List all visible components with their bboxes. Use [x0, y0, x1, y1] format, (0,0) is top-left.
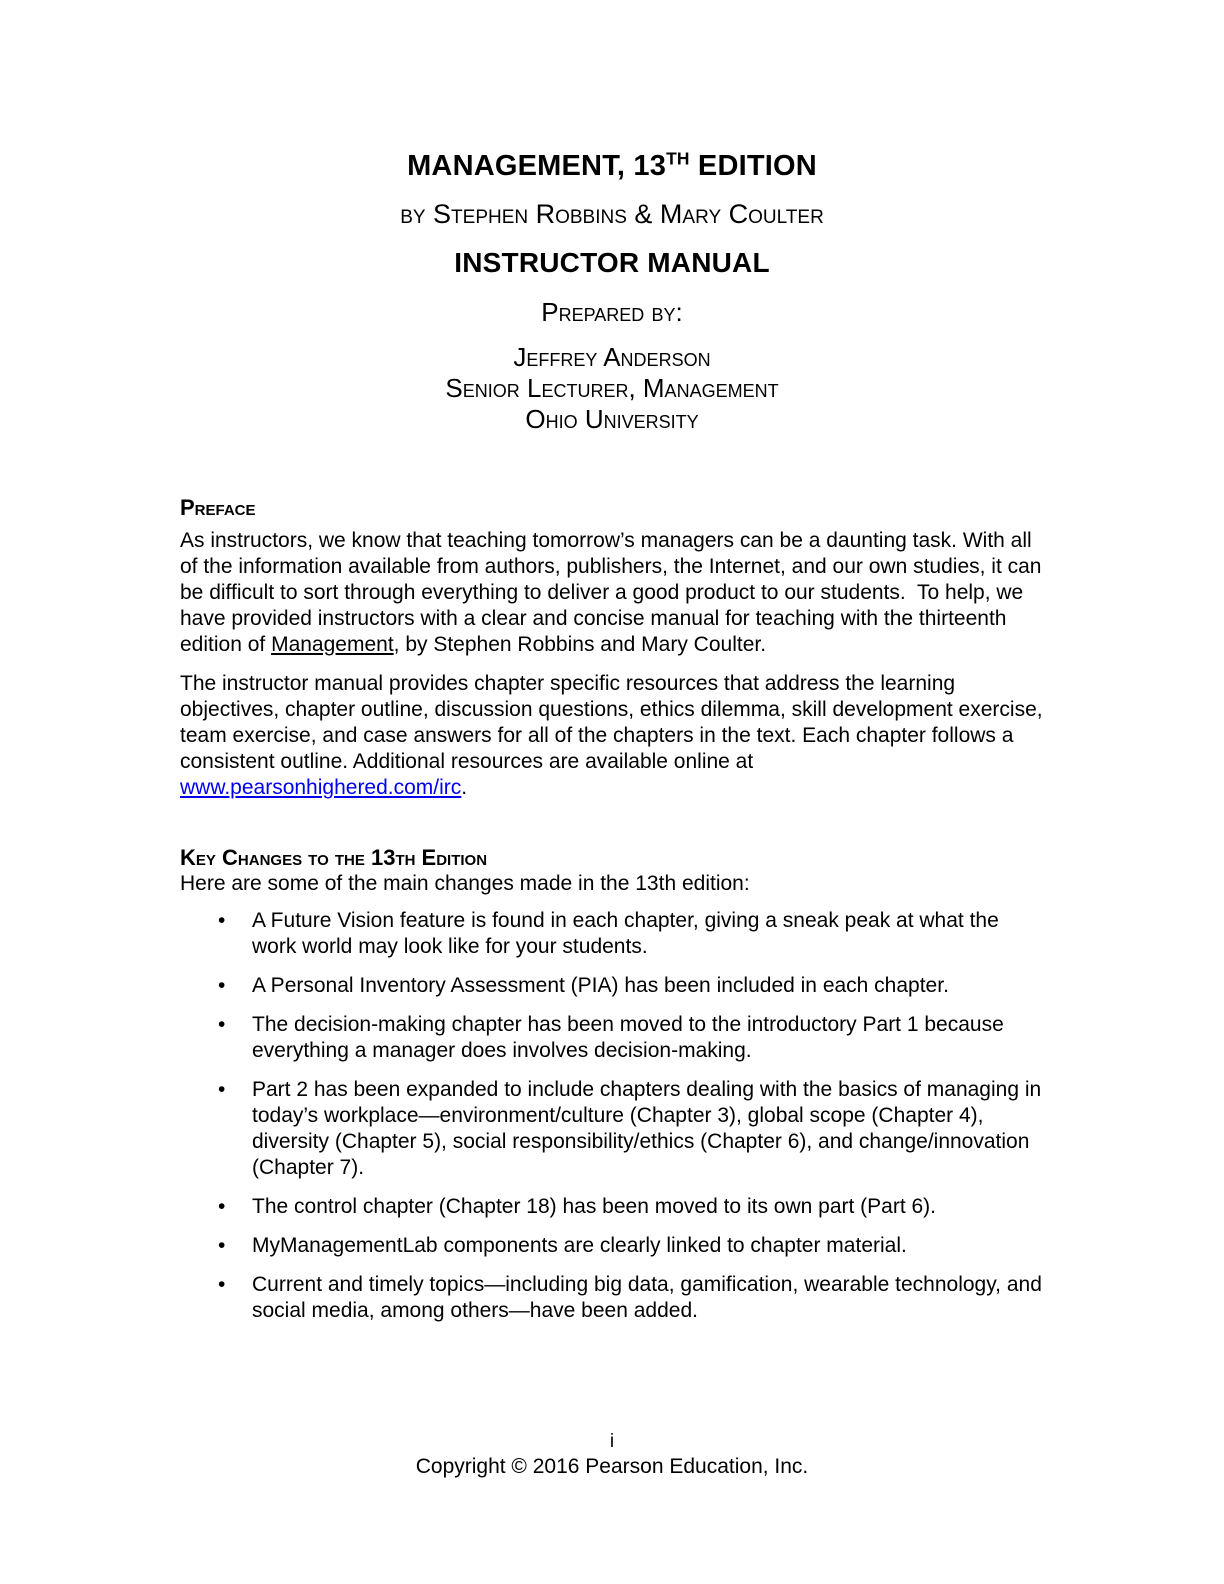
document-title [180, 150, 1044, 183]
list-item: • The control chapter (Chapter 18) has been moved to its own part (Part 6). [180, 1194, 1044, 1220]
document-title-text: MANAGEMENT, 13 [407, 150, 667, 182]
list-item: • A Personal Inventory Assessment (PIA) has been included in each chapter. [180, 973, 1044, 999]
author-university: Ohio University [525, 404, 699, 434]
list-item: • Current and timely topics—including big data, gamification, wearable technology, and social media, among others—have been added. [180, 1272, 1044, 1324]
prepared-by-label: Prepared by: [541, 297, 683, 327]
copyright-line: Copyright © 2016 Pearson Education, Inc. [415, 1455, 809, 1478]
title-block [180, 150, 1044, 435]
list-item: • MyManagementLab components are clearly linked to chapter material. [180, 1233, 1044, 1259]
list-item: • A Future Vision feature is found in each chapter, giving a sneak peak at what the work world may look like for your students. [180, 908, 1044, 960]
author-block [180, 342, 1044, 435]
author-title: Senior Lecturer, Management [445, 373, 779, 403]
preface-p1-text: As instructors, we know that teaching tomorrow’s managers can be a daunting task. With all of the information available from authors, publishers, the Internet, and our own studies, it can be difficult to sort through everything to deliver a good product to our students. To help, we have provided instructors with a clear and concise manual for teaching with the thirteenth edition of [180, 529, 1042, 656]
key-changes-list [180, 908, 1044, 1324]
document-title-superscript: TH [666, 148, 690, 169]
key-changes-intro: Here are some of the main changes made in the 13th edition: [180, 872, 750, 895]
subtitle-instructor-manual: INSTRUCTOR MANUAL [454, 247, 770, 278]
book-title-underlined: Management [271, 633, 394, 656]
preface-heading: Preface [180, 495, 256, 520]
list-item: • Part 2 has been expanded to include chapters dealing with the basics of managing in today’s workplace—environment/culture (Chapter 3), global scope (Chapter 4), diversity (Chapter 5), social responsibility/ethics (Chapter 6), and change/innovation (Chapter 7). [180, 1077, 1044, 1181]
preface-paragraph-2 [180, 671, 1044, 801]
preface-p2-text: The instructor manual provides chapter specific resources that address the learning objectives, chapter outline, discussion questions, ethics dilemma, skill development exercise, team exercise, and case answers for all of the chapters in the text. Each chapter follows a consistent outline. Additional resources are available online at [180, 672, 1043, 773]
key-changes-heading: Key Changes to the 13th Edition [180, 845, 488, 870]
byline: by Stephen Robbins & Mary Coulter [400, 199, 824, 229]
preface-p2-text-after: . [461, 776, 468, 799]
preface-p1-text-after: , by Stephen Robbins and Mary Coulter. [393, 633, 767, 656]
page-footer [0, 1430, 1224, 1480]
page-number: i [609, 1431, 615, 1452]
pearson-irc-link[interactable]: www.pearsonhighered.com/irc [180, 776, 462, 799]
document-title-suffix: EDITION [689, 150, 817, 182]
list-item: • The decision-making chapter has been moved to the introductory Part 1 because everything a manager does involves decision-making. [180, 1012, 1044, 1064]
author-name: Jeffrey Anderson [513, 342, 711, 372]
preface-paragraph-1 [180, 528, 1044, 658]
